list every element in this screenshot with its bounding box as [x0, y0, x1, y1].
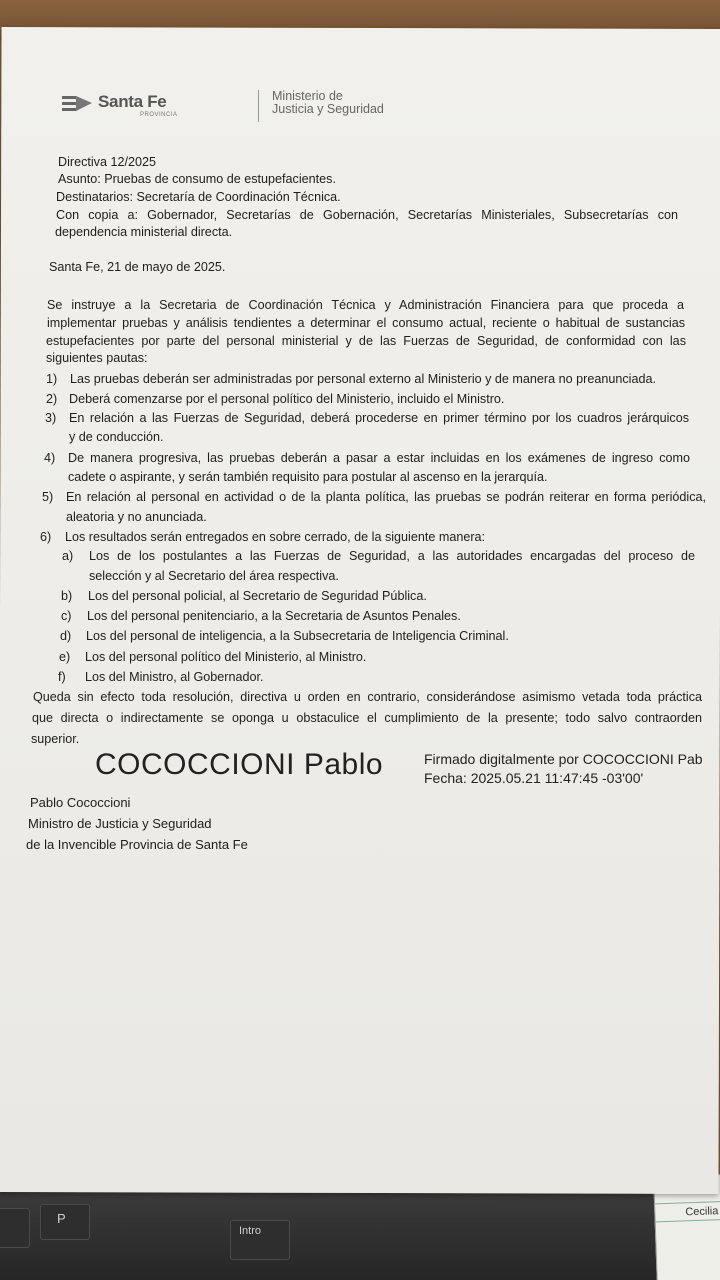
- santa-fe-logo-icon: [62, 94, 94, 116]
- subitem-e-letter: e): [59, 650, 71, 664]
- item-5-number: 5): [42, 490, 54, 504]
- digital-signature-info: [424, 750, 720, 788]
- intro-line-2: implementar pruebas y análisis tendientes a determinar el consumo actual, reciente o habitual de sustancias: [47, 316, 685, 330]
- letterhead-divider: [258, 90, 259, 122]
- item-5-text-line-1: En relación al personal en actividad o de la planta política, las pruebas se podrán reiterar en forma periódica,: [66, 490, 706, 504]
- item-6-number: 6): [40, 530, 52, 544]
- digital-signature-line-2: Fecha: 2025.05.21 11:47:45 -03'00': [424, 770, 644, 786]
- digital-signature-line-1: Firmado digitalmente por COCOCCIONI Pab: [424, 751, 703, 767]
- subject-line: Asunto: Pruebas de consumo de estupefacientes.: [58, 172, 336, 186]
- key-label: P: [57, 1211, 66, 1226]
- brand-sub: PROVINCIA: [140, 112, 178, 118]
- intro-line-1: Se instruye a la Secretaria de Coordinación Técnica y Administración Financiera para que proceda a: [47, 298, 684, 312]
- subitem-b-text: Los del personal policial, al Secretario de Seguridad Pública.: [88, 589, 427, 603]
- item-2-text: Deberá comenzarse por el personal político del Ministerio, incluido el Ministro.: [69, 392, 505, 406]
- item-1-text: Las pruebas deberán ser administradas por personal externo al Ministerio y de manera no preanunciada.: [70, 372, 656, 386]
- subitem-d-text: Los del personal de inteligencia, a la Subsecretaria de Inteligencia Criminal.: [86, 629, 509, 643]
- signer-name: Pablo Cococcioni: [30, 795, 131, 810]
- subitem-c-text: Los del personal penitenciario, a la Secretaria de Asuntos Penales.: [87, 609, 461, 623]
- intro-line-3: estupefacientes por parte del personal ministerial y de las Fuerzas de Seguridad, de conformidad con las: [46, 334, 686, 348]
- signer-title-line-2: de la Invencible Provincia de Santa Fe: [26, 837, 248, 852]
- note-text: Cecilia: [685, 1205, 719, 1219]
- subitem-a-letter: a): [62, 549, 74, 563]
- key-label: Intro: [239, 1225, 262, 1237]
- directive-number: Directiva 12/2025: [58, 155, 157, 169]
- item-2-number: 2): [46, 392, 58, 406]
- subitem-b-letter: b): [61, 589, 73, 603]
- intro-line-4: siguientes pautas:: [46, 351, 148, 365]
- keyboard-key-intro: [230, 1220, 290, 1260]
- subitem-f-text: Los del Ministro, al Gobernador.: [85, 670, 264, 684]
- closing-line-3: superior.: [31, 732, 80, 746]
- ministry-name: [272, 90, 384, 116]
- item-3-text-line-2: y de conducción.: [69, 430, 164, 444]
- closing-line-2: que directa o indirectamente se oponga u obstaculice el cumplimiento de la presente; todo salvo contraorden: [32, 711, 702, 725]
- item-1-number: 1): [46, 372, 58, 386]
- place-date: Santa Fe, 21 de mayo de 2025.: [49, 260, 226, 274]
- ministry-line-2: Justicia y Seguridad: [272, 102, 384, 116]
- item-5-text-line-2: aleatoria y no anunciada.: [66, 510, 207, 524]
- closing-line-1: Queda sin efecto toda resolución, directiva u orden en contrario, considerándose asimismo vetada toda práctica: [33, 690, 702, 704]
- subitem-a-text-line-2: selección y al Secretario del área respectiva.: [89, 569, 339, 583]
- item-3-text-line-1: En relación a las Fuerzas de Seguridad, deberá procederse en primer término por los cuadros jerárquicos: [69, 411, 689, 425]
- recipients-line: Destinatarios: Secretaría de Coordinación Técnica.: [56, 190, 341, 204]
- item-3-number: 3): [45, 411, 57, 425]
- keyboard: [0, 1190, 720, 1280]
- item-6-text: Los resultados serán entregados en sobre cerrado, de la siguiente manera:: [65, 530, 486, 544]
- subitem-d-letter: d): [60, 629, 72, 643]
- subitem-f-letter: f): [58, 670, 66, 684]
- item-4-text-line-2: cadete o aspirante, y serán también requisito para postular al ascenso en la jerarquía.: [68, 470, 548, 484]
- signature-stamp-name: COCOCCIONI Pablo: [95, 748, 384, 781]
- subitem-e-text: Los del personal político del Ministerio, al Ministro.: [85, 650, 367, 664]
- signer-title-line-1: Ministro de Justicia y Seguridad: [28, 816, 212, 831]
- keyboard-key: [0, 1208, 30, 1248]
- subitem-c-letter: c): [61, 609, 72, 623]
- brand-name: Santa Fe: [98, 92, 167, 111]
- ministry-line-1: Ministerio de: [272, 89, 343, 103]
- keyboard-key-p: [40, 1204, 90, 1240]
- subitem-a-text-line-1: Los de los postulantes a las Fuerzas de Seguridad, a las autoridades encargadas del proceso de: [89, 549, 695, 563]
- cc-line-1: Con copia a: Gobernador, Secretarías de Gobernación, Secretarías Ministeriales, Subsecretarías con: [56, 208, 678, 222]
- item-4-number: 4): [44, 451, 56, 465]
- cc-line-2: dependencia ministerial directa.: [55, 225, 233, 239]
- item-4-text-line-1: De manera progresiva, las pruebas deberán a pasar a estar incluidas en los exámenes de ingreso como: [68, 451, 690, 465]
